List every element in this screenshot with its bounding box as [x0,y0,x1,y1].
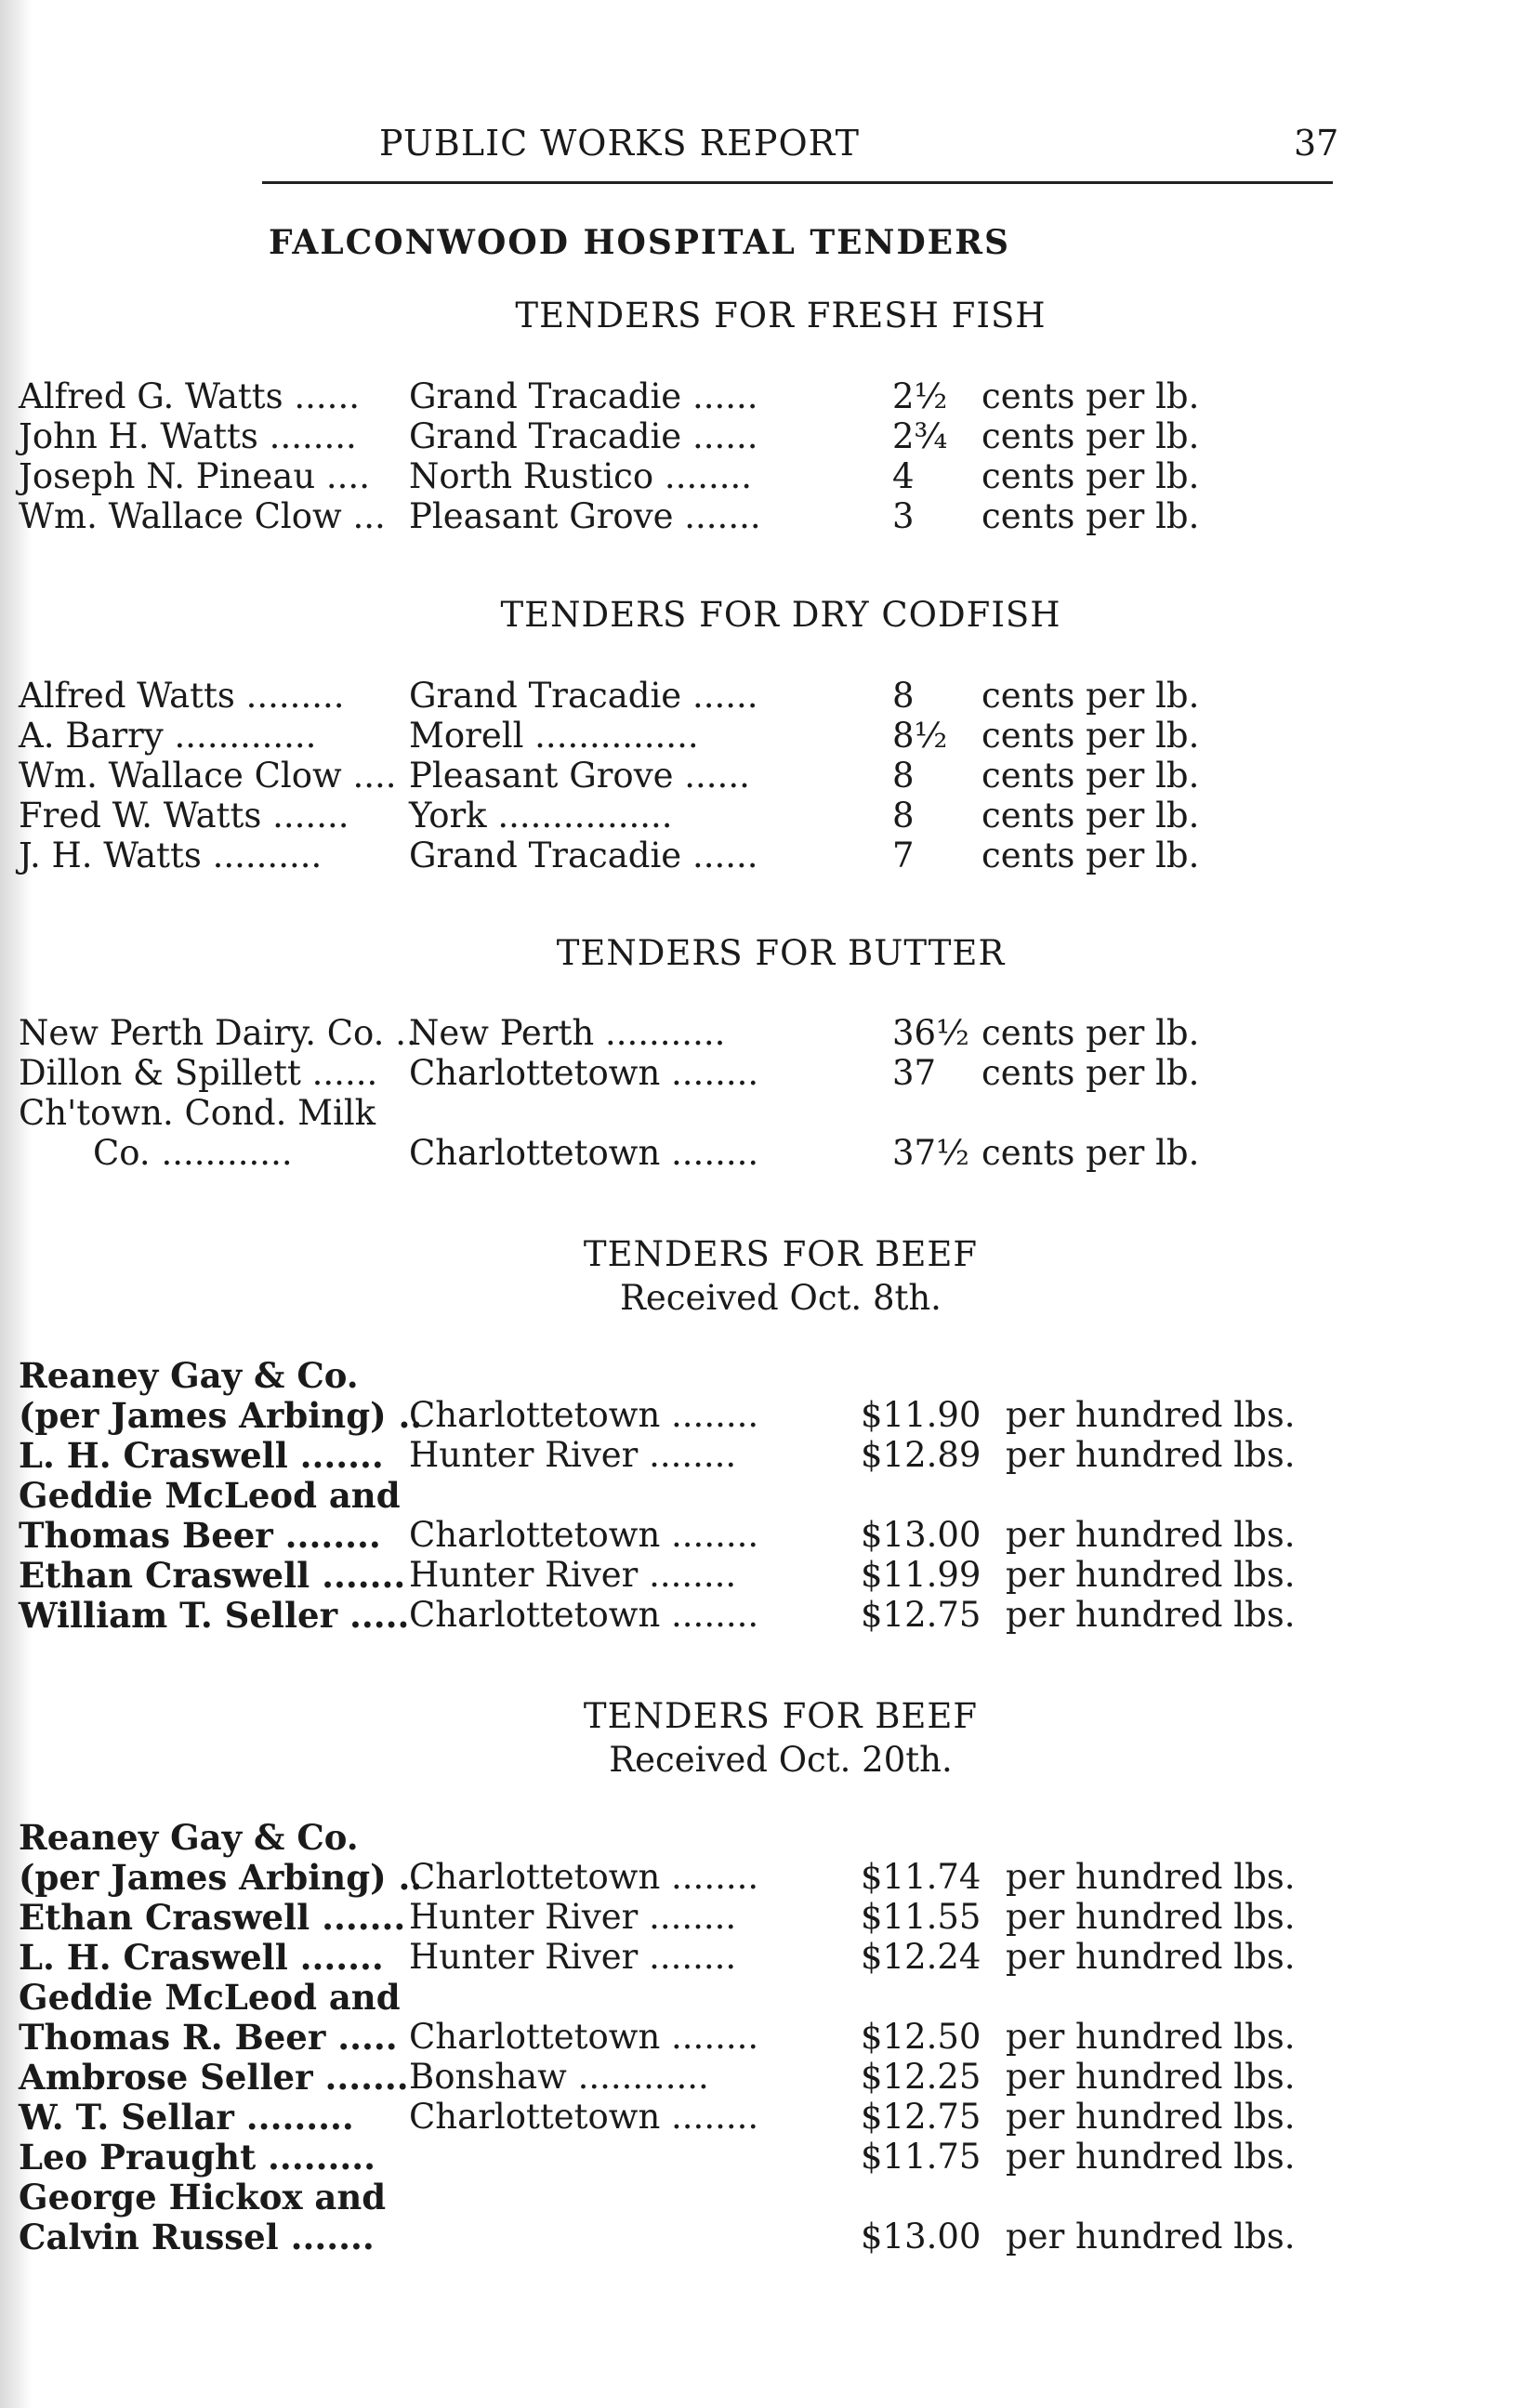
tender-row [0,1857,1515,1898]
tenderer-name: Alfred G. Watts ...... [19,376,360,416]
tender-unit: cents per lb. [981,1133,1200,1173]
tender-row [0,2097,1515,2138]
tender-row [0,1475,1515,1516]
tender-unit: per hundred lbs. [1006,2137,1296,2177]
tenderer-name: Ethan Craswell ....... [19,1897,406,1938]
tender-row [0,1435,1515,1476]
tender-price: $11.90 [861,1395,981,1435]
tender-location: Pleasant Grove ...... [409,756,750,796]
tender-row [0,1817,1515,1858]
tender-location: Charlottetown ........ [409,2017,759,2057]
section-title: TENDERS FOR FRESH FISH [515,296,1047,336]
tender-price: 36½ [892,1013,969,1053]
tenderer-name: Co. ............ [93,1133,293,1173]
tenderer-name: Thomas R. Beer ..... [19,2017,398,2058]
tenderer-name: John H. Watts ........ [19,416,357,456]
running-head-title: PUBLIC WORKS REPORT [379,123,860,164]
tender-unit: cents per lb. [981,456,1200,496]
tender-row [0,1355,1515,1396]
tender-price: $12.50 [861,2017,981,2057]
tender-unit: cents per lb. [981,756,1200,796]
tender-row [0,1897,1515,1938]
tender-unit: cents per lb. [981,1013,1200,1053]
tenderer-name: Geddie McLeod and [19,1475,401,1516]
tender-row [0,1093,1515,1134]
tenderer-name: L. H. Craswell ....... [19,1937,384,1978]
tenderer-name: Thomas Beer ........ [19,1515,381,1556]
tender-location: Charlottetown ........ [409,1053,759,1093]
tenderer-name: Calvin Russel ....... [19,2217,375,2257]
tender-price: $13.00 [861,2217,981,2257]
tenderer-name: Joseph N. Pineau .... [19,456,370,496]
tender-row [0,1053,1515,1094]
running-head [0,123,1515,169]
tender-unit: per hundred lbs. [1006,2057,1296,2097]
tender-price: 8 [892,796,915,836]
tender-row [0,2177,1515,2217]
tender-location: Charlottetown ........ [409,2097,759,2137]
tender-row [0,796,1515,836]
tenderer-name: Fred W. Watts ....... [19,796,349,836]
tender-row [0,2217,1515,2257]
tender-location: Hunter River ........ [409,1937,737,1977]
tender-row [0,1555,1515,1596]
tender-row [0,496,1515,537]
section-subtitle: Received Oct. 20th. [609,1740,953,1780]
tender-unit: cents per lb. [981,796,1200,836]
tender-row [0,676,1515,717]
tender-unit: cents per lb. [981,416,1200,456]
tender-row [0,376,1515,417]
tender-location: Hunter River ........ [409,1555,737,1595]
tender-location: Grand Tracadie ...... [409,836,758,875]
tender-row [0,1595,1515,1636]
page-number: 37 [1294,123,1339,164]
tenderer-name: William T. Seller ..... [19,1595,410,1636]
tender-row [0,1515,1515,1556]
tender-price: $11.74 [861,1857,981,1897]
tender-unit: cents per lb. [981,496,1200,536]
tenderer-name: Ch'town. Cond. Milk [19,1093,376,1133]
tender-unit: per hundred lbs. [1006,1937,1296,1977]
header-rule [262,181,1333,184]
tender-location: Pleasant Grove ....... [409,496,761,536]
tenderer-name: George Hickox and [19,2177,387,2217]
tender-row [0,416,1515,457]
tenderer-name: Reaney Gay & Co. [19,1817,359,1858]
tender-price: $12.24 [861,1937,981,1977]
tender-price: $11.75 [861,2137,981,2177]
tender-price: 8 [892,676,915,716]
tender-location: York ................ [409,796,673,836]
tender-price: $11.99 [861,1555,981,1595]
tender-unit: per hundred lbs. [1006,1435,1296,1475]
tender-row [0,1013,1515,1054]
tender-location: Grand Tracadie ...... [409,376,758,416]
tender-row [0,2137,1515,2178]
tender-unit: cents per lb. [981,376,1200,416]
tender-location: Grand Tracadie ...... [409,416,758,456]
tenderer-name: Geddie McLeod and [19,1977,401,2018]
tender-location: Bonshaw ............ [409,2057,709,2097]
tender-row [0,2017,1515,2058]
section-title: TENDERS FOR DRY CODFISH [500,595,1061,635]
section-title: TENDERS FOR BEEF [583,1234,979,1274]
tenderer-name: Ambrose Seller ....... [19,2057,409,2098]
tender-location: Morell ............... [409,716,699,756]
tender-unit: cents per lb. [981,716,1200,756]
tender-row [0,756,1515,796]
tender-unit: per hundred lbs. [1006,2097,1296,2137]
tender-price: 37 [892,1053,937,1093]
section-title: TENDERS FOR BEEF [583,1696,979,1736]
tender-location: Charlottetown ........ [409,1133,759,1173]
tender-row [0,2057,1515,2098]
tenderer-name: Reaney Gay & Co. [19,1355,359,1396]
tender-unit: cents per lb. [981,836,1200,875]
tender-location: Grand Tracadie ...... [409,676,758,716]
tender-location: Charlottetown ........ [409,1515,759,1555]
tender-location: New Perth ........... [409,1013,726,1053]
tenderer-name: J. H. Watts .......... [19,836,323,875]
section-subtitle: Received Oct. 8th. [620,1278,942,1318]
tender-location: Hunter River ........ [409,1435,737,1475]
tenderer-name: Alfred Watts ......... [19,676,345,716]
section-title: TENDERS FOR BUTTER [556,933,1006,973]
tenderer-name: Ethan Craswell ....... [19,1555,406,1596]
tender-price: $12.75 [861,2097,981,2137]
tender-price: $11.55 [861,1897,981,1937]
tenderer-name: (per James Arbing) .. [19,1395,423,1436]
tender-price: 3 [892,496,915,536]
tender-row [0,1977,1515,2018]
tender-unit: per hundred lbs. [1006,2217,1296,2257]
tender-price: 4 [892,456,915,496]
tenderer-name: Wm. Wallace Clow ... [19,496,386,536]
tenderer-name: (per James Arbing) .. [19,1857,423,1898]
tender-price: $12.89 [861,1435,981,1475]
tenderer-name: A. Barry ............. [19,716,317,756]
tenderer-name: W. T. Sellar ......... [19,2097,354,2138]
tenderer-name: Dillon & Spillett ...... [19,1053,378,1093]
tender-row [0,456,1515,497]
tenderer-name: L. H. Craswell ....... [19,1435,384,1476]
tenderer-name: Wm. Wallace Clow .... [19,756,397,796]
tender-location: Hunter River ........ [409,1897,737,1937]
tender-price: 2½ [892,376,948,416]
tender-location: North Rustico ........ [409,456,753,496]
tender-price: $12.25 [861,2057,981,2097]
tender-unit: per hundred lbs. [1006,1515,1296,1555]
tender-price: 2¾ [892,416,948,456]
tenderer-name: New Perth Dairy. Co. .. [19,1013,417,1053]
tender-row [0,716,1515,757]
tender-unit: per hundred lbs. [1006,1395,1296,1435]
tenderer-name: Leo Praught ......... [19,2137,375,2178]
tender-row [0,836,1515,876]
tender-unit: per hundred lbs. [1006,2017,1296,2057]
tender-location: Charlottetown ........ [409,1857,759,1897]
tender-location: Charlottetown ........ [409,1395,759,1435]
tender-price: 7 [892,836,915,875]
tender-unit: per hundred lbs. [1006,1555,1296,1595]
tender-row [0,1133,1515,1174]
tender-row [0,1937,1515,1978]
tender-price: $12.75 [861,1595,981,1635]
tender-unit: per hundred lbs. [1006,1595,1296,1635]
tender-unit: cents per lb. [981,676,1200,716]
tender-unit: per hundred lbs. [1006,1897,1296,1937]
tender-price: 8 [892,756,915,796]
main-title: FALCONWOOD HOSPITAL TENDERS [268,223,1011,262]
tender-price: 37½ [892,1133,969,1173]
tender-unit: per hundred lbs. [1006,1857,1296,1897]
tender-unit: cents per lb. [981,1053,1200,1093]
tender-price: 8½ [892,716,948,756]
tender-location: Charlottetown ........ [409,1595,759,1635]
tender-price: $13.00 [861,1515,981,1555]
tender-row [0,1395,1515,1436]
